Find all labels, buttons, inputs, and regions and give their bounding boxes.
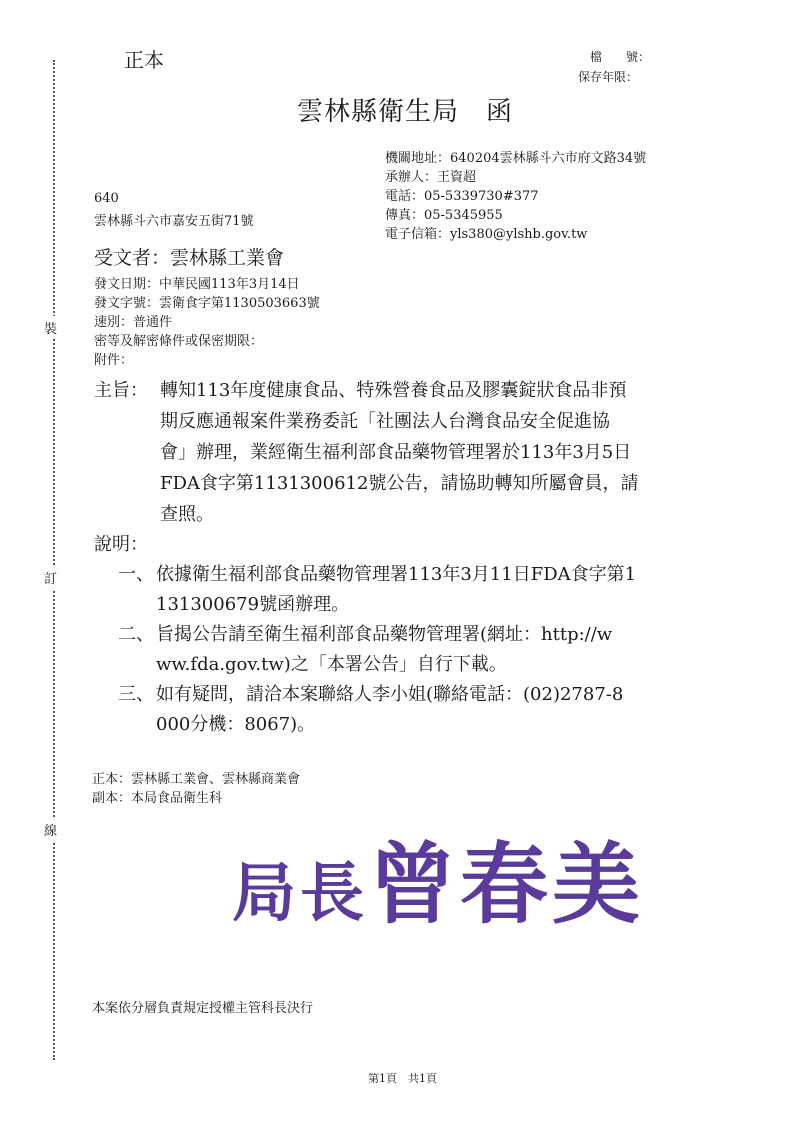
explanation-item-line: 000分機：8067)。 [156,714,316,735]
subject-line: 查照。 [160,504,214,525]
issue-number: 發文字號：雲衛食字第1130503663號 [94,296,320,311]
subject-line: 會」辦理，業經衛生福利部食品藥物管理署於113年3月5日 [160,442,632,463]
copy-mark: 正本 [124,48,164,72]
signature-name: 曾春美 [368,832,645,936]
copy-to: 正本：雲林縣工業會、雲林縣商業會 [92,772,301,787]
explanation-item-line: ww.fda.gov.tw)之「本署公告」自行下載。 [156,654,507,675]
page-footer: 第1頁 共1頁 [368,1072,437,1085]
explanation-item-line: 依據衛生福利部食品藥物管理署113年3月11日FDA食字第1 [156,564,637,585]
document-title: 雲林縣衛生局 函 [297,97,514,127]
retention-label: 保存年限： [578,70,639,84]
sender-phone: 電話：05-5339730#377 [385,189,539,204]
sender-officer: 承辦人：王資超 [385,170,477,185]
speed: 速別：普通件 [94,315,173,330]
explanation-item-line: 旨揭公告請至衛生福利部食品藥物管理署(網址：http://w [156,624,613,645]
subject-label: 主旨： [94,380,148,401]
sender-fax: 傳真：05-5345955 [385,208,503,223]
signature-title: 局長 [232,856,368,931]
binding-line [53,60,55,1060]
recipient: 受文者：雲林縣工業會 [94,247,285,269]
explanation-item-line: 如有疑問，請洽本案聯絡人李小姐(聯絡電話：(02)2787-8 [156,684,624,705]
signature-stamp [232,832,645,936]
recipient-postcode: 640 [94,191,119,206]
subject-line: 轉知113年度健康食品、特殊營養食品及膠囊錠狀食品非預 [160,380,627,401]
delegation-note: 本案依分層負責規定授權主管科長決行 [92,1001,314,1016]
subject-line: 期反應通報案件業務委託「社團法人台灣食品安全促進協 [160,411,610,432]
recipient-address: 雲林縣斗六市嘉安五街71號 [94,214,254,229]
explanation-item-marker: 三、 [118,684,154,705]
binding-mark-bind: 裝 [44,316,57,339]
explanation-item-marker: 一、 [118,564,154,585]
explanation-item-line: 131300679號函辦理。 [156,594,350,615]
attachment: 附件： [94,353,134,368]
issue-date: 發文日期：中華民國113年3月14日 [94,277,300,292]
explanation-item-marker: 二、 [118,624,154,645]
binding-mark-line: 線 [44,818,57,841]
secrecy: 密等及解密條件或保密期限： [94,334,264,349]
subject-line: FDA食字第1131300612號公告，請協助轉知所屬會員，請 [160,473,639,494]
explanation-label: 說明： [94,534,148,555]
sender-email: 電子信箱：yls380@ylshb.gov.tw [385,227,588,242]
cc-to: 副本：本局食品衛生科 [92,791,223,806]
binding-mark-staple: 訂 [44,566,57,589]
file-number-label: 檔 號： [590,50,651,64]
sender-address: 機關地址：640204雲林縣斗六市府文路34號 [385,151,647,166]
